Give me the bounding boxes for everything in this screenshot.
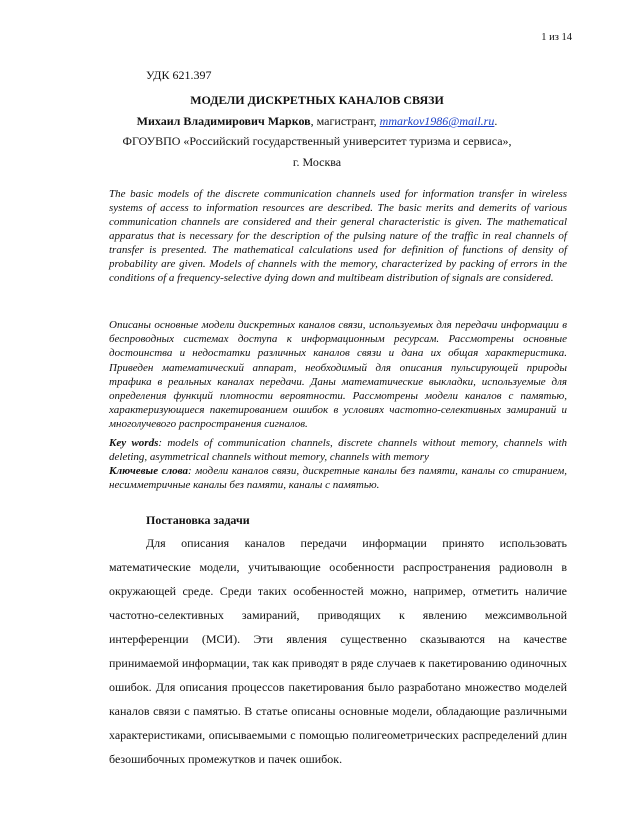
abstract-russian: Описаны основные модели дискретных каналов связи, используемых для передачи информации в беспроводных системах доступа к информационным ресурсам. Рассмотрены основные достоинства и недостатки различных каналов связи и дана их общая характеристика. Приведен математический аппарат, необходимый для описания пульсирующей природы трафика в реальных каналах передачи. Даны математические выкладки, используемые для определения функций плотности вероятности. Рассмотрены модели каналов с памятью, характеризующиеся пакетированием ошибок в условиях частотно-селективных замираний и многолучевого распространения сигналов. (109, 319, 567, 431)
keywords-russian-label: Ключевые слова (109, 465, 189, 477)
section-heading: Постановка задачи (146, 513, 250, 527)
author-role: , магистрант, (310, 114, 380, 128)
keywords-russian-text: : модели каналов связи, дискретные каналы без памяти, каналы со стиранием, несимметричные каналы без памяти, каналы с памятью. (109, 465, 567, 491)
city: г. Москва (292, 155, 342, 169)
section-body: Для описания каналов передачи информации принято использовать математические модели, учитывающие особенности распространения радиоволн в окружающей среде. Среди таких особенностей можно, например, отметить наличие частотно-селективных замираний, приводящих к явлению межсимвольной интерференции (МСИ). Эти явления существенно сказываются на качестве принимаемой информации, так как приводят в ряде случаев к пакетированию одиночных ошибок. Для описания процессов пакетирования было разработано множество моделей каналов связи с памятью. В статье описаны основные модели, обладающие различными характеристиками, описываемыми с помощью полигеометрических распределений длин безошибочных промежутков и пачек ошибок. (109, 536, 567, 766)
page-number: 1 из 14 (541, 32, 572, 43)
author-email-link[interactable]: mmarkov1986@mail.ru (379, 114, 495, 128)
affiliation: ФГОУВПО «Российский государственный университет туризма и сервиса», (122, 134, 512, 148)
author-email-suffix: . (494, 114, 498, 128)
author-name: Михаил Владимирович Марков (136, 114, 311, 128)
udk-code: УДК 621.397 (146, 68, 212, 82)
keywords-english-label: Key words (109, 437, 159, 449)
abstract-english: The basic models of the discrete communication channels used for information transfer in wireless systems of access to information resources are described. The basic merits and demerits of various communication channels are considered and their general characteristic is given. The mathematical apparatus that is necessary for the description of the pulsing nature of the traffic in real channels of transfer is presented. The mathematical calculations used for definition of functions of density of probability are given. Models of channels with the memory, characterized by packing of errors in the conditions of a frequency-selective dying down and multibeam distribution of signals are considered. (109, 188, 567, 284)
keywords-english-text: : models of communication channels, discrete channels without memory, channels with deleting, asymmetrical channels without memory, channels with memory (109, 437, 568, 463)
author-line (0, 114, 634, 129)
keywords-russian (109, 464, 567, 492)
paper-title: МОДЕЛИ ДИСКРЕТНЫХ КАНАЛОВ СВЯЗИ (190, 93, 444, 107)
keywords-english (109, 436, 567, 464)
